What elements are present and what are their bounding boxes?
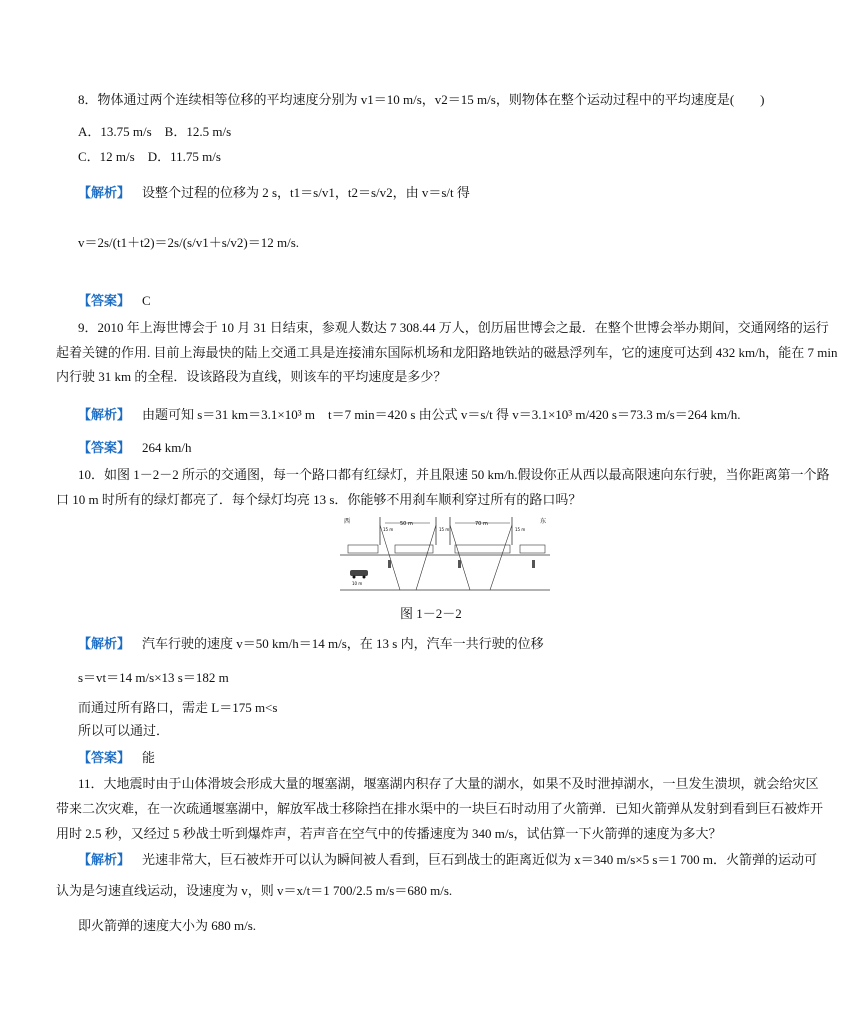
q8-analysis-line2: v＝2s/(t1＋t2)＝2s/(s/v1＋s/v2)＝12 m/s.: [78, 235, 300, 250]
q8-analysis-tag: 【解析】: [78, 186, 131, 201]
fig-east-label: 东: [540, 518, 547, 525]
q10-analysis-line1: 汽车行驶的速度 v＝50 km/h＝14 m/s，在 13 s 内，汽车一共行驶的位移: [142, 636, 544, 651]
q9-answer: 264 km/h: [142, 440, 192, 455]
q9-stem-line2: 起着关键的作用. 目前上海最快的陆上交通工具是连接浦东国际机场和龙阳路地铁站的磁悬浮列车，它的速度可达到 432 km/h，能在 7 min: [56, 345, 838, 360]
q8-analysis-line1: 设整个过程的位移为 2 s，t1＝s/v1，t2＝s/v2，由 v＝s/t 得: [142, 185, 470, 200]
q8-options-cd: C．12 m/s D．11.75 m/s: [78, 149, 221, 164]
traffic-figure: [340, 515, 550, 595]
q8-answer: C: [142, 293, 151, 308]
fig-width-2: 15 m: [439, 527, 450, 532]
q8-answer-tag: 【答案】: [78, 294, 131, 309]
q11-stem-line2: 带来二次灾难，在一次疏通堰塞湖中，解放军战士移除挡在排水渠中的一块巨石时动用了火箭弹．已知火箭弹从发射到看到巨石被炸开: [56, 801, 824, 816]
fig-width-3: 15 m: [515, 527, 526, 532]
q10-analysis-line2: s＝vt＝14 m/s×13 s＝182 m: [78, 670, 229, 685]
fig-width-1: 15 m: [383, 527, 394, 532]
q10-figure-caption: 图 1－2－2: [400, 606, 462, 621]
q8-options-ab: A．13.75 m/s B．12.5 m/s: [78, 124, 232, 139]
q9-analysis: 由题可知 s＝31 km＝3.1×10³ m t＝7 min＝420 s 由公式 v＝s/t 得 v＝3.1×10³ m/420 s＝73.3 m/s＝264 km/h.: [142, 407, 741, 422]
fig-distance-2: 70 m: [475, 521, 488, 527]
q9-answer-tag: 【答案】: [78, 441, 131, 456]
q10-stem-line2: 口 10 m 时所有的绿灯都亮了．每个绿灯均亮 13 s．你能够不用刹车顺利穿过所有的路口吗？: [56, 492, 582, 507]
q11-analysis-line2: 认为是匀速直线运动，设速度为 v，则 v＝x/t＝1 700/2.5 m/s＝680 m/s.: [56, 883, 453, 898]
q9-stem-line1: 9．2010 年上海世博会于 10 月 31 日结束，参观人数达 7 308.44 万人，创历届世博会之最．在整个世博会举办期间，交通网络的运行: [78, 320, 829, 335]
fig-start-distance: 10 m: [352, 581, 363, 586]
q11-stem-line1: 11．大地震时由于山体滑坡会形成大量的堰塞湖，堰塞湖内积存了大量的湖水，如果不及时泄掉湖水，一旦发生溃坝，就会给灾区: [78, 776, 819, 791]
q11-analysis-line1: 光速非常大，巨石被炸开可以认为瞬间被人看到，巨石到战士的距离近似为 x＝340 m/s×5 s＝1 700 m．火箭弹的运动可: [142, 852, 818, 867]
q9-stem-line3: 内行驶 31 km 的全程．设该路段为直线，则该车的平均速度是多少？: [56, 369, 447, 384]
q10-analysis-tag: 【解析】: [78, 637, 131, 652]
fig-west-label: 西: [344, 518, 351, 525]
q11-analysis-line3: 即火箭弹的速度大小为 680 m/s.: [78, 918, 257, 933]
fig-distance-1: 50 m: [400, 521, 413, 527]
q10-analysis-line3: 而通过所有路口，需走 L＝175 m<s: [78, 700, 278, 715]
q10-answer-tag: 【答案】: [78, 751, 131, 766]
q11-analysis-tag: 【解析】: [78, 853, 131, 868]
q9-analysis-tag: 【解析】: [78, 408, 131, 423]
q10-answer: 能: [142, 750, 156, 765]
q10-stem-line1: 10．如图 1－2－2 所示的交通图，每一个路口都有红绿灯，并且限速 50 km/h.假设你正从西以最高限速向东行驶，当你距离第一个路: [78, 467, 830, 482]
q10-analysis-line4: 所以可以通过．: [78, 723, 170, 738]
q8-stem: 8．物体通过两个连续相等位移的平均速度分别为 v1＝10 m/s，v2＝15 m/s，则物体在整个运动过程中的平均速度是( ): [78, 92, 765, 107]
q11-stem-line3: 用时 2.5 秒，又经过 5 秒战士听到爆炸声，若声音在空气中的传播速度为 340 m/s，试估算一下火箭弹的速度为多大？: [56, 826, 722, 841]
